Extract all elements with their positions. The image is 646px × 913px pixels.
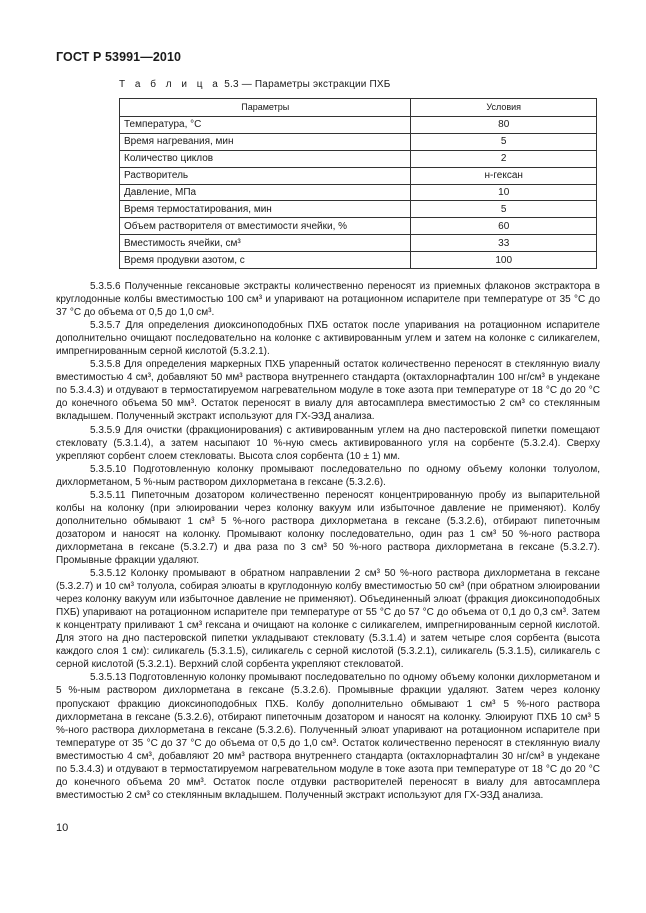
parameter-value: н-гексан [411, 167, 597, 184]
parameter-value: 33 [411, 235, 597, 252]
table-row [120, 184, 597, 201]
parameters-table [119, 98, 597, 269]
parameter-name: Температура, °С [120, 117, 411, 134]
table-row [120, 218, 597, 235]
parameter-name: Растворитель [120, 167, 411, 184]
parameter-value: 2 [411, 150, 597, 167]
page-number: 10 [56, 822, 69, 834]
parameter-value: 5 [411, 133, 597, 150]
parameter-name: Время термостатирования, мин [120, 201, 411, 218]
body-text [56, 280, 600, 802]
table-row [120, 252, 597, 269]
parameter-name: Давление, МПа [120, 184, 411, 201]
document-code: ГОСТ Р 53991—2010 [56, 50, 182, 64]
paragraph-5-3-5-6: 5.3.5.6 Полученные гексановые экстракты количественно переносят из приемных флаконов экстрактора в круглодонные колбы вместимостью 100 см³ и упаривают на ротационном испарителе при температуре от 35 °С до 37 °С до объема от 0,5 до 1,0 см³. [56, 281, 600, 319]
paragraph-5-3-5-12: 5.3.5.12 Колонку промывают в обратном направлении 2 см³ 50 %-ного раствора дихлорметана в гексане (5.3.2.7) и 10 см³ толуола, собирая элюаты в круглодонную колбу вместимостью 50 см³ (при обратном элюировании через колонку вакуум или избыточное давление не применяют). Объединенный элюат (фракция диоксиноподобных ПХБ) упаривают на ротационном испарителе при температуре от 55 °С до 57 °С до объема от 0,1 до 0,3 см³. Затем к концентрату приливают 1 см³ гексана и очищают на колонке с силикагелем, импрегнированным серной кислотой. Для этого на дно пастеровской пипетки укладывают стекловату (5.3.1.4) и затем четыре слоя сорбента (высота каждого слоя 1 см): силикагель (5.3.1.5), силикагель с серной кислотой (5.3.2.1), силикагель (5.3.1.5), силикагель с серной кислотой (5.3.2.1). Верхний слой сорбента укрепляют стекловатой. [56, 568, 600, 671]
table-row [120, 117, 597, 134]
paragraph-5-3-5-10: 5.3.5.10 Подготовленную колонку промывают последовательно по одному объему колонки толуолом, дихлорметаном, 5 %-ным раствором дихлорметана в гексане (5.3.2.6). [56, 463, 600, 488]
parameter-name: Количество циклов [120, 150, 411, 167]
parameter-value: 10 [411, 184, 597, 201]
table-row [120, 235, 597, 252]
parameter-name: Вместимость ячейки, см³ [120, 235, 411, 252]
paragraph-5-3-5-8: 5.3.5.8 Для определения маркерных ПХБ упаренный остаток количественно переносят в стеклянную виалу вместимостью 4 см³, добавляют 50 мм³ раствора внутреннего стандарта (октахлорнафталин 100 нг/см³ в ундекане по 5.3.4.3) и отдувают в термостатируемом нагревательном модуле в токе азота при температуре от 18 °С до 20 °С до конечного объема 50 мм³. Остаток переносят в виалу для автосамплера вместимостью 2 см³ со стеклянным вкладышем. Полученный экстракт используют для ГХ-ЭЗД анализа. [56, 359, 600, 423]
table-caption-prefix: Т а б л и ц а [119, 79, 222, 90]
paragraph-5-3-5-11: 5.3.5.11 Пипеточным дозатором количественно переносят концентрированную пробу из выпарительной колбы на колонку (при элюировании через колонку вакуум или избыточное давление не применяют). Колбу дополнительно обмывают 1 см³ 5 %-ного раствора дихлорметана в гексане (5.3.2.6), отбирают пипеточным дозатором и наносят на колонку. Промывают колонку последовательно, один раз 1 см³ 50 %-ного раствора дихлорметана в гексане (5.3.2.7) и два раза по 3 см³ 50 %-ного раствора дихлорметана в гексане (5.3.2.7). Промывные фракции удаляют. [56, 489, 600, 566]
column-header-parameters: Параметры [120, 99, 411, 117]
table-caption-title: 5.3 — Параметры экстракции ПХБ [221, 79, 391, 90]
column-header-conditions: Условия [411, 99, 597, 117]
parameter-name: Время продувки азотом, с [120, 252, 411, 269]
table-header-row [120, 99, 597, 117]
parameter-name: Время нагревания, мин [120, 133, 411, 150]
parameter-value: 100 [411, 252, 597, 269]
table-row [120, 201, 597, 218]
parameter-value: 5 [411, 201, 597, 218]
table-caption [119, 79, 391, 90]
table-row [120, 150, 597, 167]
table-row [120, 133, 597, 150]
paragraph-5-3-5-7: 5.3.5.7 Для определения диоксиноподобных ПХБ остаток после упаривания на ротационном испарителе дополнительно очищают последовательно на колонке с активированным углем и затем на колонке с силикагелем, импрегнированным серной кислотой (5.3.2.1). [56, 320, 600, 358]
parameter-value: 80 [411, 117, 597, 134]
parameter-name: Объем растворителя от вместимости ячейки, % [120, 218, 411, 235]
paragraph-5-3-5-9: 5.3.5.9 Для очистки (фракционирования) с активированным углем на дно пастеровской пипетки помещают стекловату (5.3.1.4), а затем насыпают 10 %-ную смесь активированного угля на сорбенте (5.3.2.4). Сверху укрепляют сорбент слоем стекловаты. Высота слоя сорбента (10 ± 1) мм. [56, 424, 600, 462]
parameter-value: 60 [411, 218, 597, 235]
table-row [120, 167, 597, 184]
paragraph-5-3-5-13: 5.3.5.13 Подготовленную колонку промывают последовательно по одному объему колонки дихлорметаном и 5 %-ным раствором дихлорметана в гексане (5.3.2.6). Промывные фракции удаляют. Затем через колонку пропускают фракцию диоксиноподобных ПХБ. Колбу дополнительно обмывают 1 см³ 5 %-ного раствора дихлорметана в гексане (5.3.2.6), отбирают пипеточным дозатором и наносят на колонку. Элюируют ПХБ 10 см³ 5 %-ного раствора дихлорметана в гексане (5.3.2.6). Полученный элюат упаривают на ротационном испарителе при температуре от 35 °С до 37 °С до объема от 0,5 до 1,0 см³. Остаток количественно переносят в стеклянную виалу вместимостью 4 см³, добавляют 20 мм³ раствора внутреннего стандарта (октахлорнафталин 30 нг/см³ в ундекане по 5.3.4.3) и отдувают в термостатируемом нагревательном модуле в токе азота при температуре от 18 °С до 20 °С до конечного объема 20 мм³. Остаток после отдувки растворителей переносят в виалу для автосамплера вместимостью 2 см³ со стеклянным вкладышем. Полученный экстракт используют для ГХ-ЭЗД анализа. [56, 672, 600, 801]
